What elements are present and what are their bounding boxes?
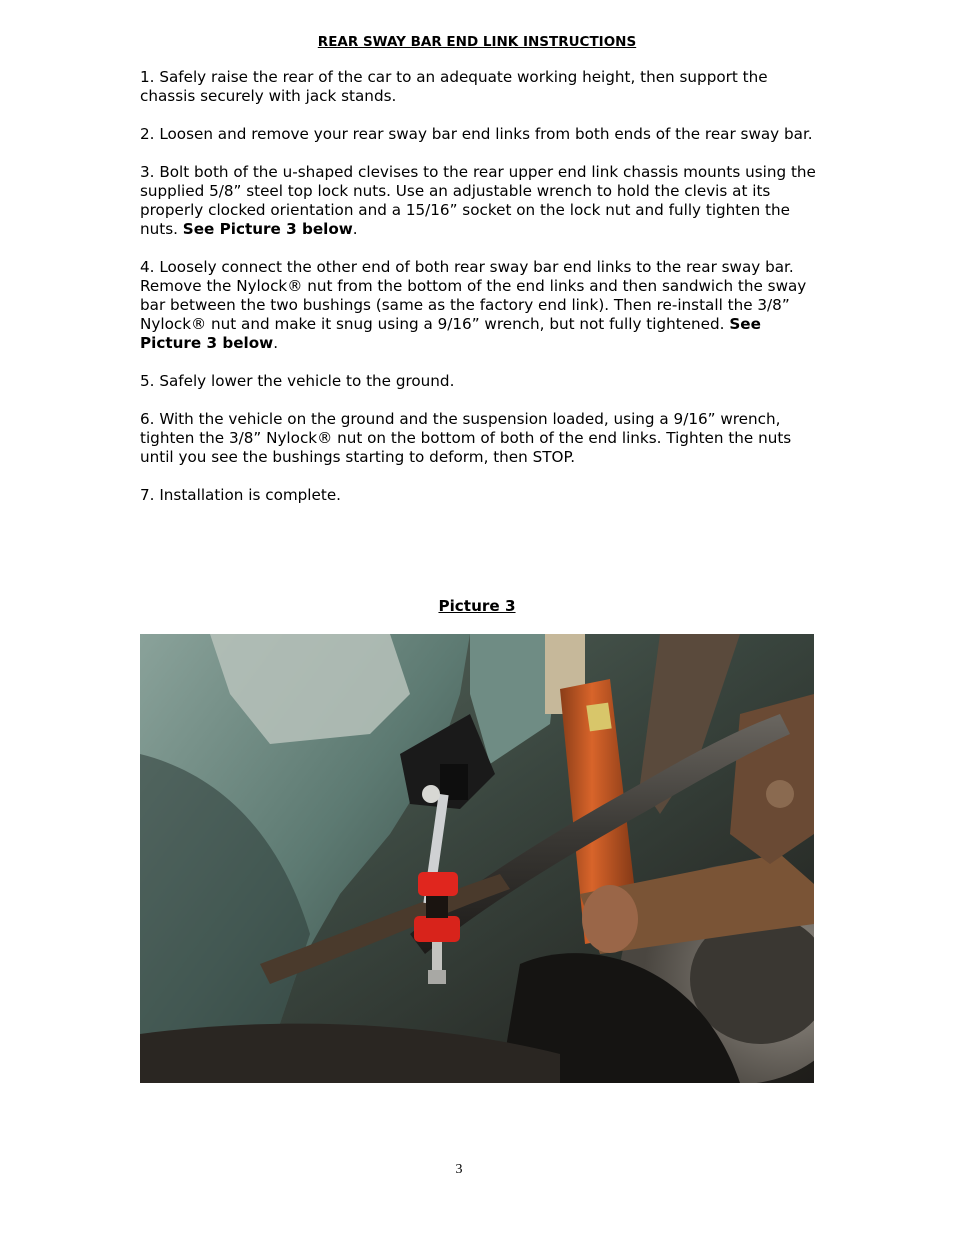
picture-reference: See Picture 3 below bbox=[140, 315, 761, 352]
suspension-photo bbox=[140, 634, 814, 1083]
step-5: 5. Safely lower the vehicle to the ground. bbox=[140, 372, 455, 390]
picture-caption: Picture 3 bbox=[438, 597, 516, 615]
page-number: 3 bbox=[455, 1162, 463, 1177]
document-title: REAR SWAY BAR END LINK INSTRUCTIONS bbox=[317, 34, 637, 50]
step-7: 7. Installation is complete. bbox=[140, 486, 341, 504]
picture-reference: See Picture 3 below bbox=[182, 220, 353, 238]
step-2: 2. Loosen and remove your rear sway bar end links from both ends of the rear sway bar. bbox=[140, 125, 813, 143]
step-6: 6. With the vehicle on the ground and the suspension loaded, using a 9/16” wrench, tighten the 3/8” Nylock® nut on the bottom of both of the end links. Tighten the nuts until you see the bushings starting to deform, then STOP. bbox=[140, 410, 792, 466]
instruction-steps bbox=[140, 68, 820, 524]
step-1: 1. Safely raise the rear of the car to an adequate working height, then support the chassis securely with jack stands. bbox=[140, 68, 768, 105]
step-4: 4. Loosely connect the other end of both rear sway bar end links to the rear sway bar. Remove the Nylock® nut from the bottom of the end links and then sandwich the sway bar between the two bushings (same as the factory end link). Then re-install the 3/8” Nylock® nut and make it snug using a 9/16” wrench, but not fully tightened. See Picture 3 below. bbox=[140, 258, 807, 352]
step-3: 3. Bolt both of the u-shaped clevises to the rear upper end link chassis mounts using the supplied 5/8” steel top lock nuts. Use an adjustable wrench to hold the clevis at its properly clocked orientation and a 15/16” socket on the lock nut and fully tighten the nuts. See Picture 3 below. bbox=[140, 163, 816, 238]
